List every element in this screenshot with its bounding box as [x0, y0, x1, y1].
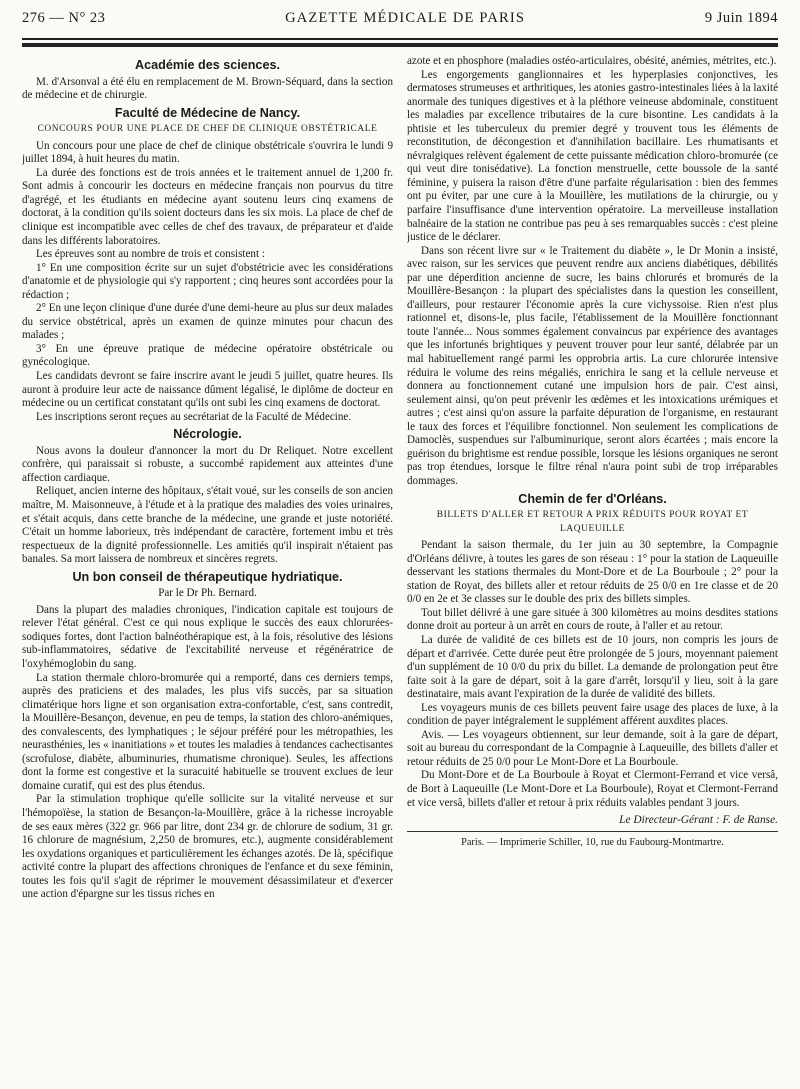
- paragraph: La station thermale chloro-bromurée qui a remporté, dans ces derniers temps, auprès des praticiens et des malades, les plus vifs succès, par sa situation climatérique hors ligne et son organisation extra-confortable, c'est, sans contredit, la Mouillère-Besançon, devenue, en peu de temps, la station des chloro-anémiques, des convalescents, des lymphatiques ; le séjour préféré pour les métropathies, les neurasthénies, les « inanitiations » et toutes les maladies à tendances cachectisantes (scrofulose, diabète, albuminuries, rhumatisme chronique). Seules, les affections dont la forme est congestive et la suracuité habituelle se trouvent exclues de leur domaine curatif, qui est des plus étendus.: [22, 671, 393, 792]
- page-header: [22, 10, 778, 32]
- editor-signature: Le Directeur-Gérant : F. de Ranse.: [619, 814, 778, 827]
- header-thick-rule: [22, 43, 778, 47]
- paragraph: Reliquet, ancien interne des hôpitaux, s'était voué, sur les conseils de son ancien maître, M. Maisonneuve, à l'étude et à la pratique des maladies des voies urinaires, et s'était acquis, dans cette branche de la médecine, une grande et juste notoriété. C'était un homme laborieux, très indépendant de caractère, fortement imbu et très respectueux de la dignité professionnelle. Les amitiés qu'il inspirait n'étaient pas banales. Sa mort laissera de nombreux et sincères regrets.: [22, 485, 393, 566]
- paragraph: Les inscriptions seront reçues au secrétariat de la Faculté de Médecine.: [36, 410, 352, 423]
- paragraph: Un concours pour une place de chef de clinique obstétricale s'ouvrira le lundi 9 juillet 1894, à huit heures du matin.: [22, 139, 393, 166]
- left-column: [22, 55, 393, 1010]
- page-number: 276 — N° 23: [22, 10, 106, 26]
- paragraph: Dans son récent livre sur « le Traitement du diabète », le Dr Monin a insisté, avec raison, sur les services que peuvent rendre aux anciens diabétiques, débilités par une déperdition ancienne de sucre, les bains chlorurés et bromurés de la Mouillère-Besançon : la plupart des spécialistes dans la question les conseillent, d'ailleurs, pour restaurer l'économie après la cure vichyssoise. Rien n'est plus rationnel et, disons-le, plus facile, l'établissement de la Mouillère fonctionnant toute l'année... Nous sommes également convaincus par expérience des avantages que les infortunés brightiques y peuvent trouver pour leur santé, délabrée par un mal habituellement rangé parmi les opprobria artis. La cure chlorurée intensive réduira le volume des reins mégaliés, enrichira le sang et la cellule nerveuse et donnera au fonctionnement cutané une impulsion hors de pair. C'est ainsi, seulement ainsi, qu'on peut prévenir les œdèmes et les intoxications urémiques et autres ; c'est ainsi qu'on assure la parfaite dépuration de l'organisme, en restaurant le taux des forces et l'équilibre fonctionnel. Non seulement les complications de Damoclès, suspendues sur l'albuminurique, seront alors écartées ; mais encore la guérison du brightisme est rendue possible, lorsque les lésions organiques ne seront pas trop étendues, lorsque le filtre rénal n'aura point subi de trop irréparables dommages.: [407, 244, 778, 487]
- paragraph: Avis. — Les voyageurs obtiennent, sur leur demande, soit à la gare de départ, soit au bureau du correspondant de la Compagnie à Laqueuille, des billets d'aller et retour réduits de 25 0/0 pour Le Mont-Dore et La Bourboule.: [407, 728, 778, 768]
- header-rule: [22, 38, 778, 40]
- paragraph: 1° En une composition écrite sur un sujet d'obstétricie avec les considérations d'anatomie et de physiologie qui s'y rapportent ; cinq heures sont accordées pour la rédaction ;: [22, 261, 393, 301]
- journal-title: GAZETTE MÉDICALE DE PARIS: [285, 10, 526, 26]
- columns: [22, 55, 778, 1010]
- section-heading-faculte: Faculté de Médecine de Nancy.: [114, 105, 301, 120]
- article-title: Un bon conseil de thérapeutique hydriatique.: [72, 569, 343, 584]
- paragraph: 3° En une épreuve pratique de médecine opératoire obstétricale ou gynécologique.: [22, 342, 393, 369]
- paragraph: Du Mont-Dore et de La Bourboule à Royat et Clermont-Ferrand et vice versâ, de Bort à Laqueuille (Le Mont-Dore et La Bourboule), Royat et Clermont-Ferrand et vice versâ, billets d'aller et retour à prix réduits valables pendant 3 jours.: [407, 769, 778, 809]
- issue-date: 9 Juin 1894: [704, 10, 778, 26]
- paragraph: Dans la plupart des maladies chroniques, l'indication capitale est toujours de relever l'état général. C'est ce qui nous explique le succès des eaux chlorurées-sodiques fortes, dont l'action balnéothérapique est, à la fois, résolutive des lésions sub-inflammatoires, sédative de l'excitabilité nerveuse et régénératrice de l'oxyhémoglobin du sang.: [22, 603, 393, 670]
- paragraph: Tout billet délivré à une gare située à 300 kilomètres au moins desdites stations donne droit au porteur à un arrêt en cours de route, à l'aller et au retour.: [407, 606, 778, 633]
- paragraph: Pendant la saison thermale, du 1er juin au 30 septembre, la Compagnie d'Orléans délivre, à toutes les gares de son réseau : 1° pour la station de Laqueuille desservant les stations thermales du Mont-Dore et de La Bourboule ; 2° pour la station de Royat, des billets aller et retour réduits de 25 0/0 en 1re classe et de 20 0/0 en 2e et 3e classes sur le double des prix des billets simples.: [407, 539, 778, 606]
- subheading-billets: BILLETS D'ALLER ET RETOUR A PRIX RÉDUITS POUR ROYAT ET LAQUEUILLE: [436, 510, 749, 534]
- paragraph: Les candidats devront se faire inscrire avant le jeudi 5 juillet, quatre heures. Ils auront à produire leur acte de naissance dûment légalisé, le diplôme de docteur en médecine ou un certificat constatant qu'ils ont subi les cinq examens de doctorat.: [22, 370, 393, 410]
- section-heading-academie: Académie des sciences.: [135, 58, 280, 72]
- subheading-concours: CONCOURS POUR UNE PLACE DE CHEF DE CLINIQUE OBSTÉTRICALE: [37, 124, 378, 135]
- article-byline: Par le Dr Ph. Bernard.: [158, 587, 257, 600]
- paragraph: 2° En une leçon clinique d'une durée d'une demi-heure au plus sur deux malades du service obstétrical, après un examen de quinze minutes pour chacun des malades ;: [22, 302, 393, 342]
- paragraph: Nous avons la douleur d'annoncer la mort du Dr Reliquet. Notre excellent confrère, qui paraissait si robuste, a succombé rapidement aux atteintes d'une affection cardiaque.: [22, 444, 393, 484]
- section-heading-chemin: Chemin de fer d'Orléans.: [518, 491, 667, 506]
- paragraph: Par la stimulation trophique qu'elle sollicite sur la vitalité nerveuse et sur l'hémopoïèse, la station de Besançon-la-Mouillère, grâce à la richesse incroyable de ses eaux mères (322 gr. 966 par litre, dont 234 gr. de chlorure de sodium, 31 gr. 16 chlorure de magnésium, 2,250 de bromures, etc.), augmente considérablement les oxydations organiques et particulièrement les échanges azotés. De là, spécifique activité contre la plupart des affections chroniques de l'enfance et du sexe féminin, toutes les fois qu'il s'agit de réprimer le mouvement désassimilateur et d'exercer une action d'épargne sur les tissus riches en: [22, 793, 393, 901]
- right-column: [407, 55, 778, 1010]
- footer-rule: [407, 831, 778, 832]
- paragraph: Les engorgements ganglionnaires et les hyperplasies conjonctives, les dermatoses strumeuses et arthritiques, les atonies gastro-intestinales liées à la laxité anormale des tuniques digestives et à la pléthore veineuse abdominale, constituent les maladies par excellence tributaires de la cure bisontine. Les candidats à la phtisie et les tuberculeux du premier degré y trouvent tous les éléments de reconstitution, de décongestion et d'annihilation bacillaire. Les rhumatisants et névralgiques relèvent également de cette puissante médication chloro-bromurée (ce qui veut dire tonisédative). La fonction menstruelle, cette boussole de la santé féminine, y puisera la raison d'être d'une parfaite régularisation : bien des femmes ont pu éviter, par une cure à la Mouillère, les mutilations de la chirurgie, ou y parfaire l'insuffisance d'une intervention opératoire. La merveilleuse installation balnéaire de la station ne contribue pas peu à ses remarquables succès : c'est pleine justice de le déclarer.: [407, 68, 778, 244]
- paragraph: Les épreuves sont au nombre de trois et consistent :: [36, 248, 265, 261]
- paragraph: La durée des fonctions est de trois années et le traitement annuel de 1,200 fr. Sont admis à concourir les docteurs en médecine français non pourvus du titre d'agrégé, et les étudiants en médecine ayant soutenu leurs cinq examens de doctorat, à la condition qu'ils soient docteurs dans les six mois. La place de chef de clinique est incompatible avec celles de chef des travaux, de préparateur et d'aide dans les différents laboratoires.: [22, 166, 393, 247]
- printer-imprint: Paris. — Imprimerie Schiller, 10, rue du Faubourg-Montmartre.: [461, 836, 724, 848]
- paragraph: La durée de validité de ces billets est de 10 jours, non compris les jours de départ et d'arrivée. Cette durée peut être prolongée de 5 jours, moyennant paiement d'un supplément de 10 0/0 du prix du billet. La demande de prolongation peut être faite soit à la gare de départ, soit à la gare d'arrêt, lorsqu'il y lieu, soit à la gare destinataire, mais avant l'expiration de la durée de validité des billets.: [407, 633, 778, 701]
- paragraph: azote et en phosphore (maladies ostéo-articulaires, obésité, anémies, métrites, etc.).: [407, 55, 777, 67]
- paragraph: Les voyageurs munis de ces billets peuvent faire usage des places de luxe, à la condition de payer intégralement le supplément afférent auxdites places.: [407, 701, 778, 728]
- paragraph: M. d'Arsonval a été élu en remplacement de M. Brown-Séquard, dans la section de médecine et de chirurgie.: [22, 75, 393, 102]
- section-heading-necrologie: Nécrologie.: [173, 427, 242, 442]
